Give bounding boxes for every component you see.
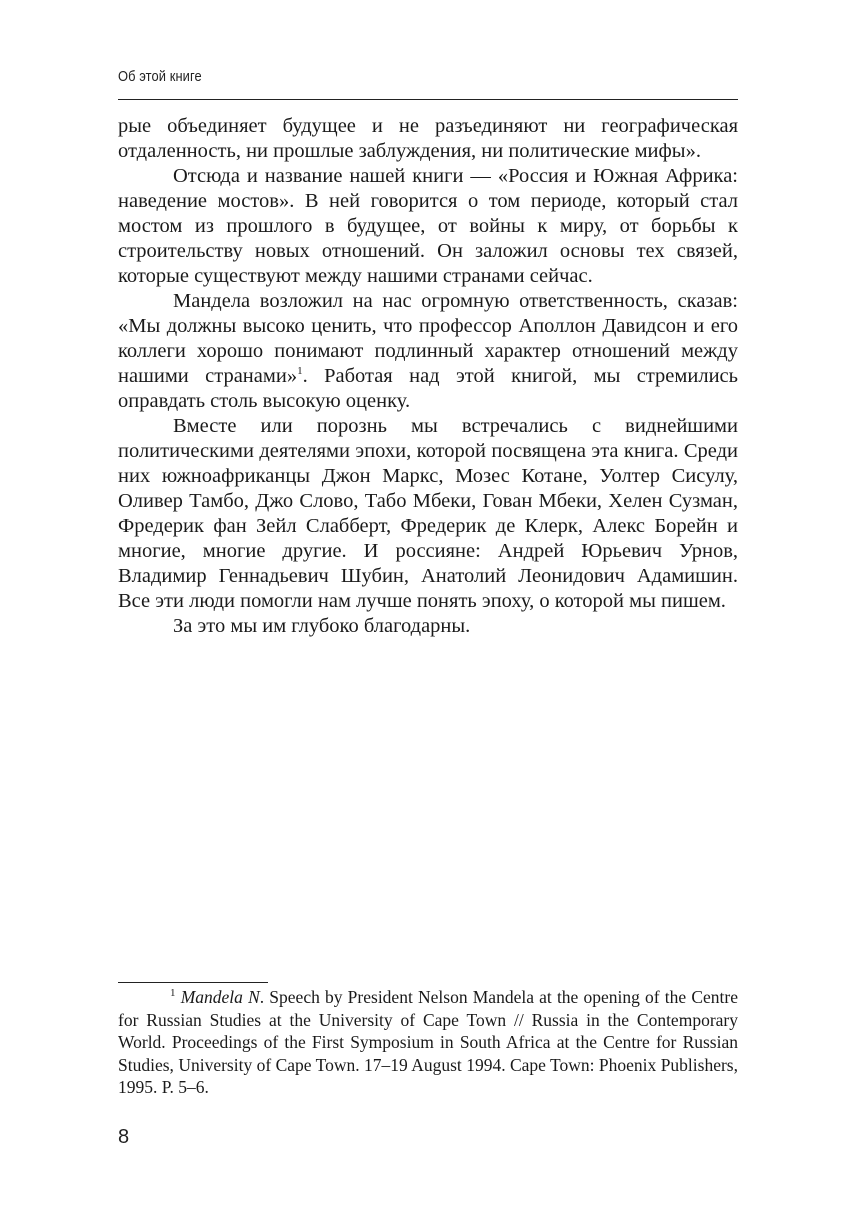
footnote-citation: . Speech by President Nelson Mandela at the opening of the Centre for Russian Studies at the University of Cape Town // Russia in the Contemporary World. Proceedings of the First Symposium in South Africa at the Centre for Russian Studies, University of Cape Town. 17–19 August 1994. Cape Town: Phoenix Publishers, 1995. P. 5–6. <box>118 987 739 1097</box>
paragraph-continuation: рые объединяет будущее и не разъединяют ни географическая отдаленность, ни прошлые заблуждения, ни политические мифы». <box>118 115 738 162</box>
header-rule <box>118 99 738 100</box>
footnote-number: 1 <box>170 987 176 1000</box>
quote-text: Мандела возложил на нас огромную ответственность, сказав: «Мы должны высоко ценить, что профессор Аполлон Давидсон и его коллеги хорошо понимают подлинный характер отношений между нашими странами» <box>118 290 738 387</box>
main-text <box>118 114 738 639</box>
running-head: Об этой книге <box>118 68 202 85</box>
paragraph-book-title: Отсюда и название нашей книги — «Россия и Южная Африка: наведение мостов». В ней говорится о том периоде, который стал мостом из прошлого в будущее, от войны к миру, от борьбы к строительству новых отношений. Он заложил основы тех связей, которые существуют между нашими странами сейчас. <box>118 165 738 287</box>
footnote <box>118 986 738 1099</box>
footnote-text <box>118 986 738 1099</box>
page-number: 8 <box>118 1126 130 1148</box>
paragraph-mandela-quote <box>118 289 738 414</box>
footnote-reference[interactable]: 1 <box>297 365 303 378</box>
footnote-author: Mandela N <box>180 987 260 1007</box>
paragraph-meetings: Вместе или порознь мы встречались с виднейшими политическими деятелями эпохи, которой посвящена эта книга. Среди них южноафриканцы Джон Маркс, Мозес Котане, Уолтер Сисулу, Оливер Тамбо, Джо Слово, Табо Мбеки, Гован Мбеки, Хелен Сузман, Фредерик фан Зейл Слабберт, Фредерик де Клерк, Алекс Борейн и многие, многие другие. И россияне: Андрей Юрьевич Урнов, Владимир Геннадьевич Шубин, Анатолий Леонидович Адамишин. Все эти люди помогли нам лучше понять эпоху, о которой мы пишем. <box>118 415 738 612</box>
paragraph-thanks: За это мы им глубоко благодарны. <box>173 615 471 637</box>
footnote-rule <box>118 982 268 983</box>
quote-followup: . Работая над этой книгой, мы стремились оправдать столь высокую оценку. <box>118 365 738 412</box>
